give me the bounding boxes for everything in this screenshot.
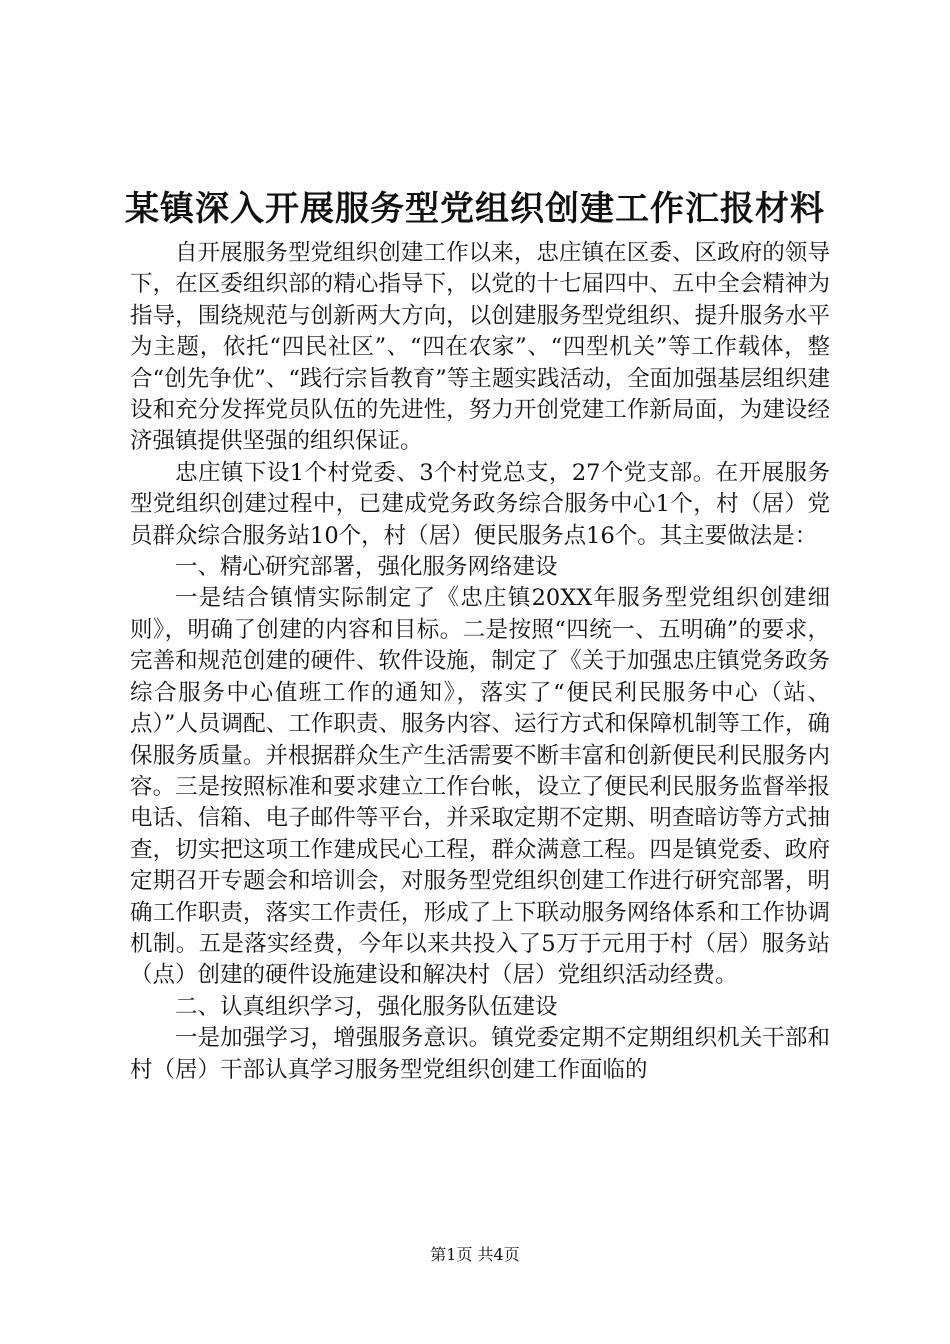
document-title: 某镇深入开展服务型党组织创建工作汇报材料 (125, 189, 825, 229)
paragraph-intro: 自开展服务型党组织创建工作以来，忠庄镇在区委、区政府的领导下，在区委组织部的精心指导下，以党的十七届四中、五中全会精神为指导，围绕规范与创新两大方向，以创建服务型党组织、提升服务水平为主题，依托“四民社区”、“四在农家”、“四型机关”等工作载体，整合“创先争优”、“践行宗旨教育”等主题实践活动，全面加强基层组织建设和充分发挥党员队伍的先进性，努力开创党建工作新局面，为建设经济强镇提供坚强的组织保证。 (130, 240, 830, 455)
paragraph-section-2: 一是加强学习，增强服务意识。镇党委定期不定期组织机关干部和村（居）干部认真学习服务型党组织创建工作面临的 (130, 1025, 830, 1083)
section-heading-2: 二、认真组织学习，强化服务队伍建设 (175, 993, 558, 1020)
paragraph-section-1: 一是结合镇情实际制定了《忠庄镇20XX年服务型党组织创建细则》，明确了创建的内容和目标。二是按照“四统一、五明确”的要求，完善和规范创建的硬件、软件设施，制定了《关于加强忠庄镇党务政务综合服务中心值班工作的通知》，落实了“便民利民服务中心（站、点）”人员调配、工作职责、服务内容、运行方式和保障机制等工作，确保服务质量。并根据群众生产生活需要不断丰富和创新便民利民服务内容。三是按照标准和要求建立工作台帐，设立了便民利民服务监督举报电话、信箱、电子邮件等平台，并采取定期不定期、明查暗访等方式抽查，切实把这项工作建成民心工程，群众满意工程。四是镇党委、政府定期召开专题会和培训会，对服务型党组织创建工作进行研究部署，明确工作职责，落实工作责任，形成了上下联动服务网络体系和工作协调机制。五是落实经费，今年以来共投入了5万于元用于村（居）服务站（点）创建的硬件设施建设和解决村（居）党组织活动经费。 (130, 585, 830, 989)
paragraph-overview: 忠庄镇下设1个村党委、3个村党总支，27个党支部。在开展服务型党组织创建过程中，已建成党务政务综合服务中心1个，村（居）党员群众综合服务站10个，村（居）便民服务点16个。其主要做法是： (130, 459, 830, 549)
page-footer: 第1页 共4页 (430, 1245, 520, 1264)
section-heading-1: 一、精心研究部署，强化服务网络建设 (175, 554, 558, 581)
document-body (130, 238, 830, 1086)
